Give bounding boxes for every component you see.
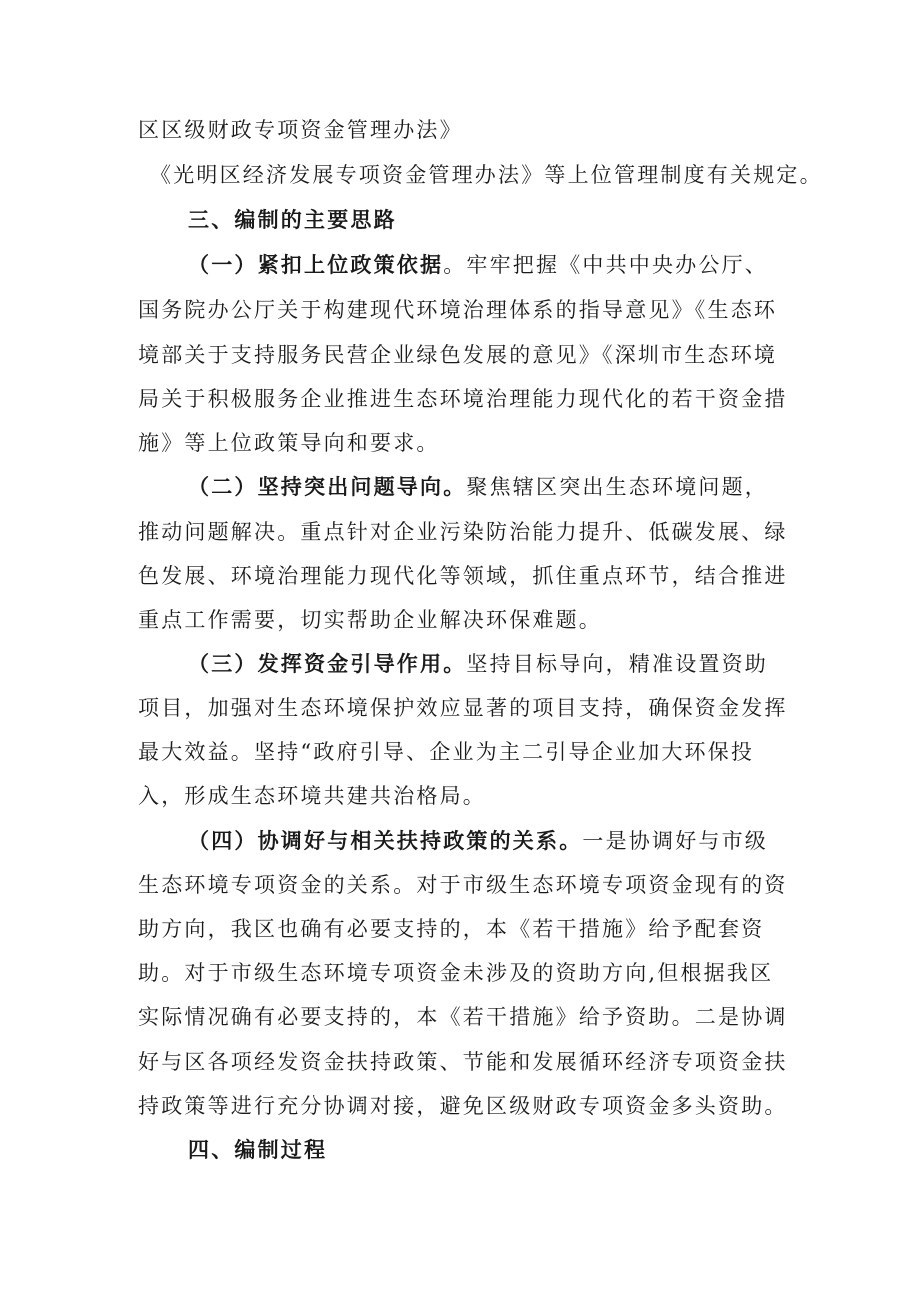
paragraph-1-line-4: 局关于积极服务企业推进生态环境治理能力现代化的若干资金措 [138, 387, 788, 411]
paragraph-1-title: （一）紧扣上位政策依据 [188, 252, 444, 277]
paragraph-3-line-3: 最大效益。坚持“政府引导、企业为主二引导企业加大环保投 [138, 740, 755, 764]
paragraph-3-text: 坚持目标导向，精准设置资助 [466, 652, 769, 676]
paragraph-4-line-1 [188, 823, 768, 859]
section-4-heading: 四、编制过程 [188, 1138, 328, 1162]
paragraph-1-line-2: 国务院办公厅关于构建现代环境治理体系的指导意见》《生态环 [138, 298, 778, 322]
paragraph-2-text: 聚焦辖区突出生态环境问题， [466, 475, 769, 499]
paragraph-1-line-3: 境部关于支持服务民营企业绿色发展的意见》《深圳市生态环境 [138, 343, 778, 367]
paragraph-1-line-5: 施》等上位政策导向和要求。 [138, 431, 440, 455]
intro-line-2: 《光明区经济发展专项资金管理办法》等上位管理制度有关规定。 [150, 163, 823, 187]
paragraph-4-line-2: 生态环境专项资金的关系。对于市级生态环境专项资金现有的资 [138, 873, 788, 897]
paragraph-4-line-4: 助。对于市级生态环境专项资金未涉及的资助方向,但根据我区 [138, 961, 774, 985]
paragraph-4-text: 一是协调好与市级 [582, 829, 769, 853]
intro-line-1: 区区级财政专项资金管理办法》 [138, 118, 463, 142]
paragraph-4-line-5: 实际情况确有必要支持的，本《若干措施》给予资助。二是协调 [138, 1005, 788, 1029]
paragraph-2-title: （二）坚持突出问题导向。 [188, 474, 467, 499]
paragraph-1-text: 。牢牢把握《中共中央办公厅、 [443, 253, 769, 277]
paragraph-4-line-3: 助方向，我区也确有必要支持的，本《若干措施》给予配套资 [138, 917, 765, 941]
paragraph-4-line-7: 持政策等进行充分协调对接，避免区级财政专项资金多头资助。 [138, 1094, 788, 1118]
paragraph-4-title: （四）协调好与相关扶持政策的关系。 [188, 828, 583, 853]
paragraph-3-line-2: 项目，加强对生态环境保护效应显著的项目支持，确保资金发挥 [138, 696, 788, 720]
paragraph-3-title: （三）发挥资金引导作用。 [188, 651, 467, 676]
paragraph-2-line-3: 色发展、环境治理能力现代化等领域，抓住重点环节，结合推进 [138, 564, 788, 588]
paragraph-3-line-1 [188, 646, 768, 682]
paragraph-2-line-4: 重点工作需要，切实帮助企业解决环保难题。 [138, 608, 602, 632]
paragraph-4-line-6: 好与区各项经发资金扶持政策、节能和发展循环经济专项资金扶 [138, 1050, 788, 1074]
section-3-heading: 三、编制的主要思路 [188, 208, 397, 232]
paragraph-1-line-1 [188, 247, 768, 283]
paragraph-3-line-4: 入，形成生态环境共建共治格局。 [138, 784, 486, 808]
paragraph-2-line-2: 推动问题解决。重点针对企业污染防治能力提升、低碳发展、绿 [138, 520, 788, 544]
paragraph-2-line-1 [188, 469, 768, 505]
